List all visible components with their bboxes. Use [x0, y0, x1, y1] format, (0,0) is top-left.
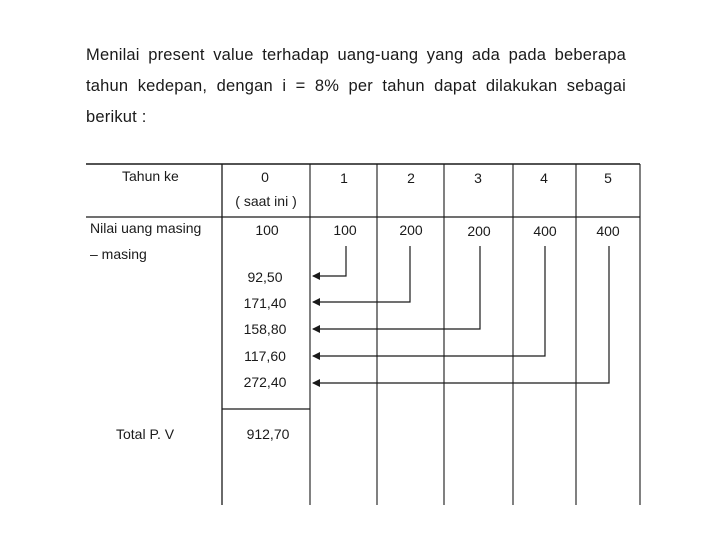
year-3: 3 — [474, 170, 482, 186]
value-year-0: 100 — [255, 222, 279, 238]
arrow-year-3 — [313, 246, 480, 329]
year-5: 5 — [604, 170, 612, 186]
value-year-2: 200 — [399, 222, 423, 238]
year-4: 4 — [540, 170, 548, 186]
pv-year-1: 92,50 — [247, 269, 283, 285]
intro-line-1: Menilai present value terhadap uang-uang yang ada pada beberapa — [86, 46, 626, 64]
total-value: 912,70 — [246, 426, 290, 442]
total-label: Total P. V — [116, 426, 175, 442]
value-year-5: 400 — [596, 223, 620, 239]
intro-line-2: tahun kedepan, dengan i = 8% per tahun dapat dilakukan sebagai — [86, 77, 626, 95]
year-0-note: ( saat ini ) — [235, 193, 297, 209]
arrow-year-4 — [313, 246, 545, 356]
table-grid — [86, 164, 640, 505]
value-label-line-2: – masing — [90, 246, 147, 262]
year-1: 1 — [340, 170, 348, 186]
row-header-label: Tahun ke — [122, 168, 179, 184]
value-year-1: 100 — [333, 222, 357, 238]
pv-year-5: 272,40 — [243, 374, 287, 390]
value-label-line-1: Nilai uang masing — [90, 220, 202, 236]
arrow-year-2 — [313, 246, 410, 302]
pv-year-2: 171,40 — [243, 295, 287, 311]
year-0: 0 — [261, 169, 269, 185]
intro-line-3: berikut : — [86, 108, 147, 126]
arrow-year-1 — [313, 246, 346, 276]
value-year-3: 200 — [467, 223, 491, 239]
pv-year-4: 117,60 — [244, 348, 286, 364]
year-2: 2 — [407, 170, 415, 186]
pv-year-3: 158,80 — [243, 321, 287, 337]
discount-arrows — [313, 246, 609, 383]
arrow-year-5 — [313, 246, 609, 383]
value-year-4: 400 — [533, 223, 557, 239]
